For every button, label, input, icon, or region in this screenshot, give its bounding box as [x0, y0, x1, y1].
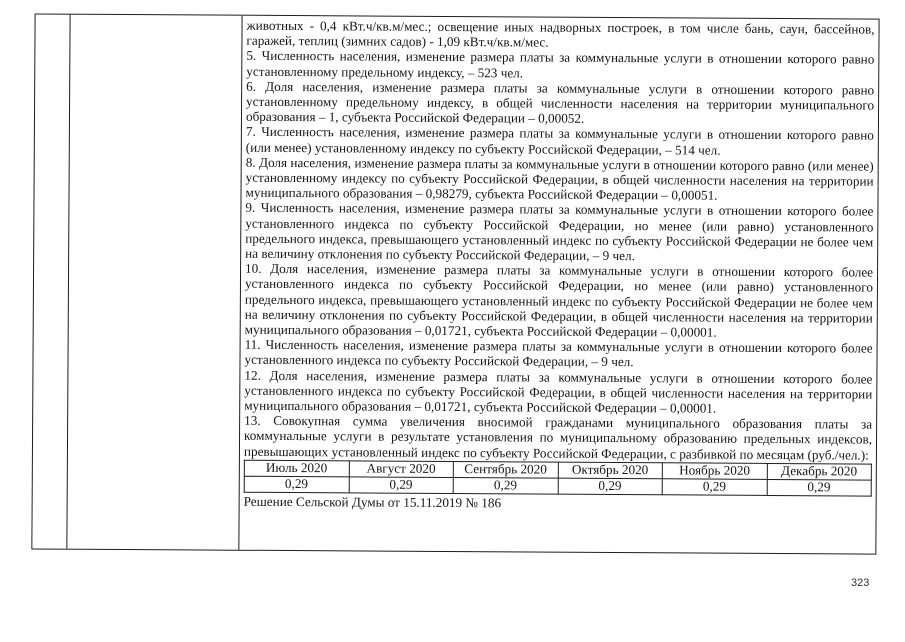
report-cell-content [244, 18, 875, 513]
month-value-cell: 0,29 [453, 477, 558, 494]
paragraph-continuation: животных - 0,4 кВт.ч/кв.м/мес.; освещение иных надворных построек, в том числе бань, саун, бассейнов, гаражей, теплиц (зимних садов) - 1,09 кВт.ч/кв.м/мес. [246, 17, 875, 50]
month-header-cell: Ноябрь 2020 [662, 463, 767, 480]
paragraph-item-8: 8. Доля населения, изменение размера платы за коммунальные услуги в отношении которого равно (или менее) установленному индексу по субъекту Российской Федерации, в общей численности населения на территории муниципального образования – 0,98279, субъекта Российской Федерации – 0,00051. [245, 154, 874, 203]
column-divider-second [238, 16, 242, 550]
report-paragraphs [244, 18, 875, 463]
paragraph-item-11: 11. Численность населения, изменение размера платы за коммунальные услуги в отношении которого более установленного индекса по субъекту Российской Федерации, – 9 чел. [244, 337, 873, 370]
month-value-cell: 0,29 [767, 479, 872, 496]
column-divider-first [66, 15, 70, 549]
month-value-cell: 0,29 [662, 479, 767, 496]
month-header-cell: Октябрь 2020 [558, 462, 663, 479]
report-table-frame [31, 13, 879, 554]
paragraph-item-10: 10. Доля населения, изменение размера платы за коммунальные услуги в отношении которого более установленного индекса по субъекту Российской Федерации, но менее (или равно) установленного предельного индекса, превышающего установленный индекс по субъекту Российской Федерации не более чем на величину отклонения по субъекту Российской Федерации, в общей численности населения на территории муниципального образования – 0,01721, субъекта Российской Федерации – 0,00001. [244, 260, 874, 340]
month-value-cell: 0,29 [558, 478, 663, 495]
paragraph-item-7: 7. Численность населения, изменение размера платы за коммунальные услуги в отношении которого равно (или менее) установленному индексу по субъекту Российской Федерации, – 514 чел. [245, 124, 874, 158]
paragraph-item-5: 5. Численность населения, изменение размера платы за коммунальные услуги в отношении которого равно установленному предельному индексу, – 523 чел. [246, 48, 875, 81]
month-header-cell: Август 2020 [349, 461, 454, 478]
page-number: 323 [851, 577, 870, 589]
month-header-cell: Июль 2020 [244, 460, 349, 477]
paragraph-item-12: 12. Доля населения, изменение размера платы за коммунальные услуги в отношении которого более установленного индекса по субъекту Российской Федерации, в общей численности населения на территории муниципального образования – 0,01721, субъекта Российской Федерации – 0,00001. [244, 367, 873, 416]
month-header-cell: Сентябрь 2020 [453, 461, 558, 478]
paragraph-item-13: 13. Совокупная сумма увеличения вносимой гражданами муниципального образования платы за коммунальные услуги в результате установления по муниципальному образованию предельных индексов, превышающих установленный индекс по субъекту Российской Федерации, с разбивкой по месяцам (руб./чел.): [243, 413, 873, 463]
paragraph-item-6: 6. Доля населения, изменение размера платы за коммунальные услуги в отношении которого равно установленному предельному индексу, в общей численности населения на территории муниципального образования – 1, субъекта Российской Федерации – 0,00052. [245, 78, 875, 127]
month-value-cell: 0,29 [244, 476, 349, 493]
decision-reference: Решение Сельской Думы от 15.11.2019 № 186 [243, 493, 502, 511]
month-value-cell: 0,29 [349, 477, 454, 494]
paragraph-item-9: 9. Численность населения, изменение размера платы за коммунальные услуги в отношении которого более установленного индекса по субъекту Российской Федерации, но менее (или равно) установленного предельного индекса, превышающего установленный индекс по субъекту Российской Федерации не более чем на величину отклонения по субъекту Российской Федерации, – 9 чел. [245, 200, 874, 264]
monthly-amount-table [244, 460, 872, 497]
month-header-cell: Декабрь 2020 [767, 463, 872, 480]
